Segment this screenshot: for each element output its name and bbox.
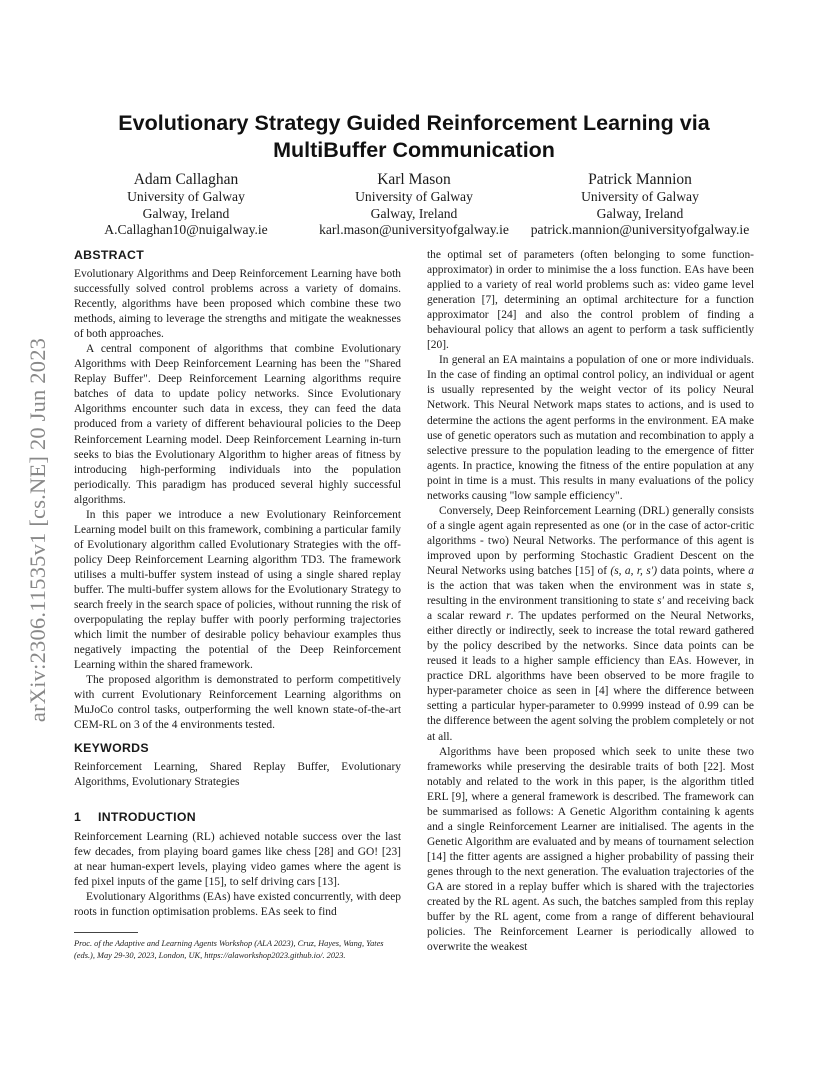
abstract-paragraph: The proposed algorithm is demonstrated to perform competitively with current Evolutionary Reinforcement Learning algorithms on MuJoCo control tasks, outperforming the well known state-of-the-art CEM-RL on 3 of the 4 environments tested. <box>74 674 401 732</box>
author-email: patrick.mannion@universityofgalway.ie <box>530 222 750 237</box>
keywords-heading: KEYWORDS <box>74 741 149 755</box>
math-var: s′ <box>657 595 665 608</box>
abstract-paragraph: In this paper we introduce a new Evolutionary Reinforcement Learning model built on this framework, combining a particular family of Evolutionary algorithm called Evolutionary Strategies with the off-policy Deep Reinforcement Learning algorithm TD3. The framework utilises a multi-buffer system instead of using a single shared replay buffer. The multi-buffer system allows for the Evolutionary Strategy to search freely in the search space of policies, without running the risk of overpopulating the replay buffer with poorly performing trajectories which limit the number of desirable policy behaviour examples thus negatively impacting the potential of the Deep Reinforcement Learning within the shared framework. <box>74 508 401 672</box>
title-line-2: MultiBuffer Communication <box>273 138 555 162</box>
introduction-heading <box>74 810 401 825</box>
abstract-section <box>74 248 401 733</box>
math-tuple: (s, a, r, s′) <box>610 564 658 577</box>
author-affiliation: University of Galway <box>127 189 245 204</box>
author-location: Galway, Ireland <box>142 205 230 221</box>
math-var: r <box>506 610 511 623</box>
text-run: and receiving back a scalar reward <box>427 595 754 623</box>
body-paragraph: In general an EA maintains a population of one or more individuals. In the case of finding an optimal control policy, an individual or agent is usually represented by the weight vector of its policy Neural Network. This Neural Network maps states to actions, and is used to determine the actions the agent performs in the environment. EA make use of genetic operators such as mutation and recombination to apply a selective pressure to the population leading to the emergence of fitter agents. In practice, knowing the fitness of the entire population at any point in time is a must. This results in many evaluations of the policy networks causing "low sample efficiency". <box>427 354 754 502</box>
introduction-section <box>74 810 401 920</box>
abstract-paragraph: A central component of algorithms that combine Evolutionary Algorithms with Deep Reinforcement Learning has been the "Shared Replay Buffer". Deep Reinforcement Learning algorithms require batches of data to update policy networks. Since Evolutionary Algorithms encounter such data in excess, they can feed the data produced from a variety of different behavioural policies to the Deep Reinforcement Learning model. Deep Reinforcement Learning in-turn seeks to bias the Evolutionary Algorithm to higher areas of fitness by introducing high-performing individuals into the population periodically. This paradigm has produced several highly successful algorithms. <box>74 343 401 506</box>
body-paragraph: the optimal set of parameters (often belonging to some function-approximator) in order to minimise the a loss function. EAs have been applied to a variety of real world problems such as: video game level generation [7], determining an optimal architecture for a function approximator [24] and also the control problem of finding a behavioural policy that allows an agent to perform a task sufficiently [20]. <box>427 249 754 352</box>
author-affiliation: University of Galway <box>355 189 473 204</box>
author-2 <box>302 170 526 239</box>
author-location: Galway, Ireland <box>370 205 458 221</box>
author-location: Galway, Ireland <box>596 205 684 221</box>
math-var: a <box>748 564 754 577</box>
intro-paragraph: Reinforcement Learning (RL) achieved notable success over the last few decades, from playing board games like chess [28] and GO! [23] at near human-expert levels, playing video games where the agent is fed pixel inputs of the game [15], to self driving cars [13]. <box>74 831 401 889</box>
keywords-text: Reinforcement Learning, Shared Replay Buffer, Evolutionary Algorithms, Evolutionary Strategies <box>74 761 401 789</box>
text-run: data points, where <box>657 564 749 577</box>
footnote: Proc. of the Adaptive and Learning Agents Workshop (ALA 2023), Cruz, Hayes, Wang, Yates (eds.), May 29-30, 2023, London, UK, https://alaworkshop2023.github.io/. 2023. <box>74 939 384 960</box>
intro-paragraph: Evolutionary Algorithms (EAs) have existed concurrently, with deep roots in function optimisation problems. EAs seek to find <box>74 891 401 919</box>
author-name: Karl Mason <box>377 171 451 188</box>
body-paragraph: Algorithms have been proposed which seek to unite these two frameworks while preserving the desirable traits of both [22]. Most notably and related to the work in this paper, is the algorithm titled ERL [9], where a general framework is described. The framework can be summarised as follows: A Genetic Algorithm containing k agents and a single Reinforcement Learner are initialised. The agents in the Genetic Algorithm are evaluated and by means of tournament selection [14] the fitter agents are assigned a higher probability of passing their genes through to the next generation. The evaluation trajectories of the GA are stored in a replay buffer which is shared with the trajectories created by the RL agent. As such, the batches sampled from this replay buffer by the RL agent, come from a range of different behavioural policies. The Reinforcement Learner is periodically allowed to overwrite the weakest <box>427 745 754 954</box>
author-affiliation: University of Galway <box>581 189 699 204</box>
section-title: INTRODUCTION <box>98 810 196 824</box>
abstract-heading: ABSTRACT <box>74 248 145 262</box>
math-var: s <box>746 580 752 593</box>
section-number: 1 <box>74 810 82 824</box>
author-email: A.Callaghan10@nuigalway.ie <box>104 222 268 237</box>
right-column <box>427 248 754 955</box>
author-1 <box>74 170 298 239</box>
author-email: karl.mason@universityofgalway.ie <box>319 222 509 237</box>
text-run: , resulting in the environment transitioning to state <box>427 580 754 608</box>
author-3 <box>526 170 754 239</box>
footnote-rule <box>74 932 138 933</box>
arxiv-stamp-text: arXiv:2306.11535v1 [cs.NE] 20 Jun 2023 <box>25 337 50 723</box>
author-name: Patrick Mannion <box>588 171 692 188</box>
body-paragraph <box>427 504 754 745</box>
keywords-section <box>74 741 401 790</box>
title-line-1: Evolutionary Strategy Guided Reinforcement Learning via <box>118 111 710 135</box>
paper-title <box>74 110 754 164</box>
text-run: is the action that was taken when the environment was in state <box>427 580 747 593</box>
text-run: Conversely, Deep Reinforcement Learning (DRL) generally consists of a single agent again represented as one (or in the case of actor-critic algorithms - two) Neural Networks. The performance of this agent is improved upon by performing Stochastic Gradient Descent on the Neural Networks using batches [15] of <box>427 504 754 577</box>
text-run: . The updates performed on the Neural Networks, either directly or indirectly, seek to increase the total reward gathered by the policy described by the networks. Since data points can be reused it leads to a higher sample efficiency than EAs. However, in practice DRL algorithms have been observed to be more fragile to hyper-parameter choice as seen in [4] where the difference between setting a particular hyper-parameter to 0.9999 instead of 0.99 can be the difference between the agent solving the problem completely or not at all. <box>427 610 754 743</box>
author-name: Adam Callaghan <box>133 171 239 188</box>
abstract-paragraph: Evolutionary Algorithms and Deep Reinforcement Learning have both successfully solved control problems across a variety of domains. Recently, algorithms have been proposed which combine these two methods, aiming to leverage the strengths and mitigate the weaknesses of both approaches. <box>74 268 401 341</box>
arxiv-stamp <box>18 290 58 770</box>
